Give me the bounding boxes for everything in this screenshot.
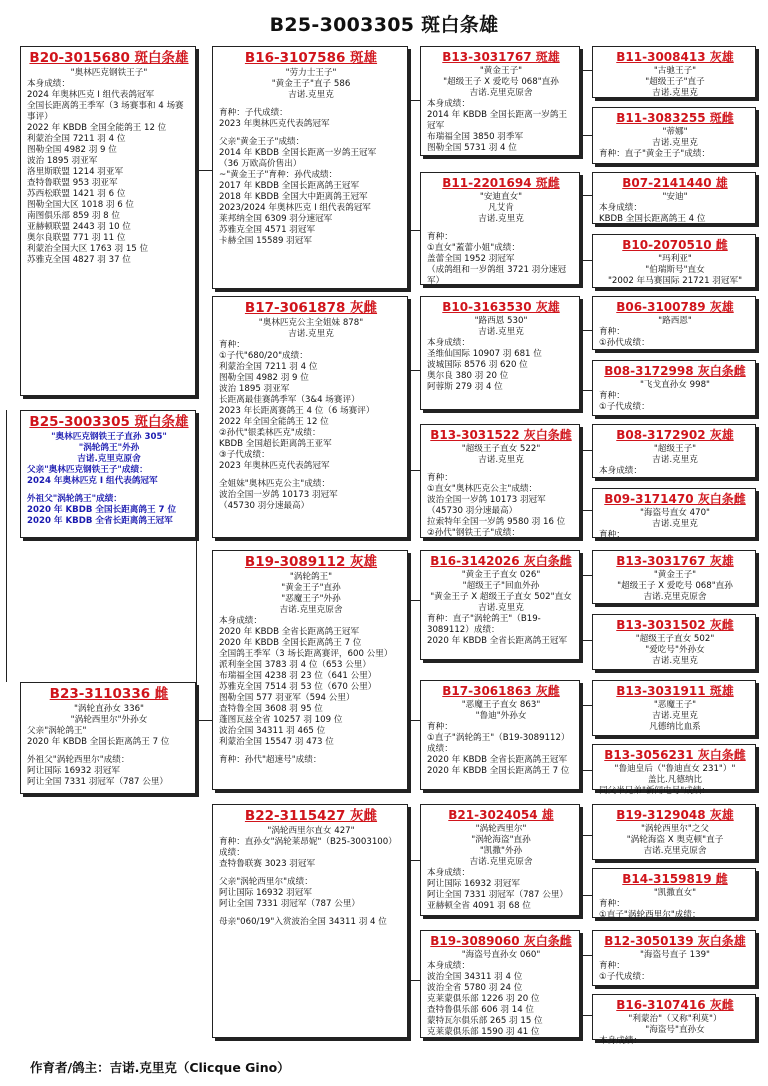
- record-line: 查特鲁全国 3608 羽 95 位: [219, 704, 323, 714]
- pigeon-name-line: 吉诺.克里克: [652, 455, 698, 465]
- pigeon-name-line: "超级王子": [653, 444, 697, 454]
- record-line: 同父半兄弟"新闻电号"成绩：: [599, 786, 711, 796]
- pedigree-box: [592, 744, 756, 796]
- spacer: [427, 466, 575, 473]
- pedigree-box: [420, 46, 580, 156]
- connector-line: [580, 135, 592, 136]
- connector-line: [580, 260, 592, 261]
- connector-line: [408, 860, 420, 861]
- record-line: 2014 年 KBDB 全国长距离一岁鸽王冠军: [427, 110, 568, 131]
- record-line: 奥尔良联盟 771 羽 11 位: [27, 233, 126, 243]
- record-line: 育种：: [219, 340, 245, 350]
- record-line: 育种：孙代"超速号"成绩：: [219, 755, 322, 765]
- pigeon-name-line: "涡轮西里尔"之父: [640, 824, 710, 834]
- pigeon-ring-header: B13-3056231 灰白条雌: [604, 748, 746, 762]
- record-line: 育种：直子"涡轮鸽王"（B19-3089112）成绩：: [427, 614, 541, 635]
- record-line: ③子代成绩：: [219, 450, 270, 460]
- pedigree-box: [592, 550, 756, 604]
- pigeon-name-line: "涡轮鸽王": [289, 572, 333, 582]
- record-line: ①直子"涡轮鸽王"（B19-3089112）成绩：: [427, 733, 570, 754]
- record-line: 长距离最佳赛鸽季军（3&4 场赛评）: [219, 395, 360, 405]
- spacer: [219, 472, 403, 479]
- connector-line: [196, 170, 212, 171]
- record-line: 查特鲁联赛 3023 羽冠军: [219, 859, 316, 869]
- record-line: 南图俱乐部 859 羽 8 位: [27, 211, 120, 221]
- pigeon-name-line: "涡轮海盗"直孙: [471, 835, 531, 845]
- pigeon-name-line: "鲁迪"外孙女: [475, 711, 527, 721]
- record-line: 图勒全国 577 羽亚军（594 公里）: [219, 693, 355, 703]
- pigeon-name-line: "黄金王子"直子 586: [271, 79, 351, 89]
- pigeon-name-line: "黄金王子": [479, 66, 523, 76]
- connector-line: [196, 540, 197, 720]
- pigeon-name-line: 吉诺.克里克: [652, 88, 698, 98]
- spacer: [27, 748, 191, 755]
- record-line: 父亲"涡轮西里尔"成绩：: [219, 877, 313, 887]
- record-line: 育种：: [599, 961, 625, 971]
- record-line: 2020 年 KBDB 全省长距离鸽王冠军: [219, 627, 360, 637]
- pigeon-name-line: 吉诺.克里克原舍: [469, 857, 533, 867]
- page-title: B25-3003305 斑白条雄: [269, 14, 499, 36]
- record-line: 图勒全国 4982 羽 9 位: [27, 145, 117, 155]
- pigeon-name-line: "路西恩": [658, 316, 692, 326]
- record-line: ①孙代成绩：: [599, 338, 650, 348]
- record-line: 波治全省 5780 羽 24 位: [427, 983, 523, 993]
- pigeon-name-line: "超级王子 X 爱吃号 068"直孙: [443, 77, 559, 87]
- record-line: ①子代成绩：: [599, 972, 650, 982]
- pigeon-ring-header: B19-3089112 灰雄: [244, 554, 378, 570]
- record-line: 奥尔良 380 羽 20 位: [427, 371, 509, 381]
- connector-line: [408, 100, 420, 101]
- record-line: 图勒全国 4982 羽 9 位: [219, 373, 309, 383]
- record-line: 蒙特瓦尔俱乐部 265 羽 15 位: [427, 1016, 543, 1026]
- record-line: ②孙代"钢铁王子"成绩：: [427, 528, 520, 538]
- record-line: 本身成绩：: [427, 338, 470, 348]
- record-line: 卡赫全国 15589 羽冠军: [219, 236, 312, 246]
- spacer: [219, 130, 403, 137]
- pigeon-name-line: "恶魔王子"外孙: [281, 594, 341, 604]
- record-line: 利蒙治全国 7211 羽 4 位: [27, 134, 126, 144]
- record-line: 圣维仙国际 10907 羽 681 位: [427, 349, 542, 359]
- connector-line: [408, 370, 420, 371]
- pigeon-ring-header: B16-3107416 灰雌: [616, 998, 734, 1012]
- record-line: 全国鸽王季军（3 场长距离赛评，600 公里）: [219, 649, 393, 659]
- pedigree-box: [420, 680, 580, 790]
- spacer: [219, 101, 403, 108]
- pigeon-name-line: "古驰王子": [653, 66, 697, 76]
- pigeon-name-line: "涡轮西里尔": [475, 824, 527, 834]
- pigeon-name-line: "海盗号直子 139": [639, 950, 710, 960]
- spacer: [219, 910, 403, 917]
- pigeon-name-line: "2002 年马赛国际 21721 羽冠军": [607, 276, 743, 286]
- pedigree-box: [592, 930, 756, 986]
- pedigree-box: [212, 296, 408, 538]
- record-line: ①直女"蓋蕾小姐"成绩：: [427, 243, 520, 253]
- record-line: 育种：: [599, 899, 625, 909]
- record-line: 本身成绩：: [599, 203, 642, 213]
- connector-line: [580, 390, 592, 391]
- record-line: 2020 年 KBDB 全国长距离鸽王 7 位: [27, 737, 170, 747]
- record-line: 2023 年奥林匹克代表鸽冠军: [219, 461, 330, 471]
- pigeon-name-line: "爱吃号"外孙女: [645, 645, 705, 655]
- record-line: 亚赫顿全省 4091 羽 68 位: [427, 901, 531, 911]
- record-line: ~"黄金王子"育种：孙代成绩：: [219, 170, 338, 180]
- pigeon-name-line: 吉诺.克里克原舍: [469, 88, 533, 98]
- record-line: 本身成绩：: [599, 466, 642, 476]
- connector-line: [580, 575, 592, 576]
- record-line: 2020 年 KBDB 全省长距离鸽王冠军: [27, 516, 173, 526]
- record-line: 本身成绩：: [27, 79, 70, 89]
- pigeon-ring-header: B17-3061863 灰雌: [442, 684, 560, 698]
- connector-line: [408, 470, 420, 471]
- pedigree-box: [592, 46, 756, 98]
- pedigree-box: [592, 296, 756, 350]
- record-line: 2023 年长距离赛鸽王 4 位（6 场赛评）: [219, 406, 375, 416]
- pigeon-name-line: "飞戈直孙女 998": [639, 380, 710, 390]
- pigeon-name-line: "奥林匹克钢铁王子直孙 305": [51, 432, 167, 442]
- pigeon-name-line: "海盗号"直孙女: [645, 1025, 705, 1035]
- record-line: 阿让国际 16932 羽冠军: [219, 888, 312, 898]
- pedigree-box: [592, 424, 756, 478]
- pedigree-box: [420, 930, 580, 1038]
- record-line: 2018 年 KBDB 全国大中距离鸽王冠军: [219, 192, 368, 202]
- pigeon-name-line: 吉诺.克里克: [478, 214, 524, 224]
- connector-line: [408, 230, 420, 231]
- record-line: 育种：子代成绩：: [219, 108, 288, 118]
- pigeon-ring-header: B10-3163530 灰雄: [442, 300, 560, 314]
- record-line: 父亲"奥林匹克钢铁王子"成绩：: [27, 465, 148, 475]
- connector-line: [6, 410, 7, 682]
- connector-line: [580, 330, 592, 331]
- pigeon-name-line: "凯撒"外孙: [479, 846, 523, 856]
- connector-line: [408, 600, 420, 601]
- pigeon-name-line: 吉诺.克里克原舍: [77, 454, 141, 464]
- connector-line: [580, 895, 592, 896]
- pigeon-name-line: "恶魔王子直女 863": [461, 700, 541, 710]
- record-line: 本身成绩：: [427, 868, 470, 878]
- pigeon-name-line: "安迪": [662, 192, 688, 202]
- connector-line: [580, 835, 592, 836]
- record-line: 2022 年 KBDB 全国全能鸽王 12 位: [27, 123, 167, 133]
- pigeon-ring-header: B08-3172998 灰白条雌: [604, 364, 746, 378]
- record-line: 亚赫顿联盟 2443 羽 10 位: [27, 222, 131, 232]
- record-line: 波治 1895 羽亚军: [27, 156, 98, 166]
- record-line: 2022 年全国全能鸽王 12 位: [219, 417, 329, 427]
- pedigree-box: [592, 172, 756, 224]
- pigeon-name-line: "超级王子直女 502": [635, 634, 715, 644]
- pigeon-name-line: 吉诺.克里克: [288, 90, 334, 100]
- pigeon-name-line: "涡轮西里尔"外孙女: [70, 715, 148, 725]
- connector-line: [580, 640, 592, 641]
- record-line: 波治全国 34311 羽 4 位: [427, 972, 523, 982]
- record-line: 2020 年 KBDB 全省长距离鸽王冠军: [427, 636, 568, 646]
- pedigree-box: [420, 424, 580, 538]
- pigeon-name-line: 盖比.凡德纳比: [647, 775, 703, 785]
- record-line: （36 万欧高价售出）: [219, 159, 302, 169]
- pigeon-name-line: "奥林匹克公主全姐妹 878": [258, 318, 364, 328]
- record-line: 育种：: [599, 327, 625, 337]
- record-line: 查特鲁联盟 953 羽亚军: [27, 178, 118, 188]
- connector-line: [580, 770, 592, 771]
- pigeon-name-line: 吉诺.克里克: [478, 603, 524, 613]
- pigeon-name-line: 吉诺.克里克: [652, 138, 698, 148]
- record-line: ②孙代"银柔林匹克"成绩：: [219, 428, 321, 438]
- record-line: 阿蓉斯 279 羽 4 位: [427, 382, 503, 392]
- pigeon-ring-header: B07-2141440 雄: [622, 176, 728, 190]
- pedigree-box: [20, 410, 196, 538]
- pigeon-name-line: "黄金王子 X 超级王子直女 502"直女: [430, 592, 572, 602]
- pigeon-ring-header: B17-3061878 灰雌: [244, 300, 378, 316]
- record-line: 阿让国际 16932 羽冠军: [427, 879, 520, 889]
- record-line: 波治全国 34311 羽 465 位: [219, 726, 326, 736]
- pigeon-ring-header: B13-3031767 斑雄: [442, 50, 560, 64]
- pedigree-box: [212, 46, 408, 289]
- pigeon-name-line: "涡轮鸽王"外孙: [78, 443, 140, 453]
- spacer: [27, 487, 191, 494]
- connector-line: [580, 1015, 592, 1016]
- breeder-footer: 作育者/鸽主：吉诺.克里克（Clicque Gino）: [30, 1060, 290, 1075]
- record-line: 育种：: [427, 722, 453, 732]
- pigeon-name-line: 吉诺.克里克: [478, 455, 524, 465]
- record-line: 2020 年 KBDB 全国长距离鸽王 7 位: [27, 505, 177, 515]
- pigeon-ring-header: B19-3129048 灰雄: [616, 808, 734, 822]
- pigeon-name-line: "凯撒直女": [653, 888, 697, 898]
- record-line: 2024 年奥林匹克 I 组代表鸽冠军: [27, 90, 155, 100]
- pigeon-ring-header: B08-3172902 灰雄: [616, 428, 734, 442]
- record-line: 2023/2024 年奥林匹克 I 组代表鸽冠军: [219, 203, 371, 213]
- pigeon-name-line: 吉诺.克里克: [288, 329, 334, 339]
- pedigree-box: [592, 107, 756, 164]
- pigeon-name-line: "路西恩 530": [474, 316, 528, 326]
- record-line: 本身成绩：: [599, 1036, 642, 1046]
- pigeon-ring-header: B06-3100789 灰雄: [616, 300, 734, 314]
- pedigree-box: [592, 234, 756, 288]
- record-line: 本身成绩：: [219, 616, 262, 626]
- record-line: 波治全国一岁鸽 10173 羽冠军: [219, 490, 338, 500]
- pedigree-box: [592, 680, 756, 736]
- pedigree-box: [592, 614, 756, 670]
- pigeon-name-line: "鲁迪皇后（"鲁迪直女 231"）": [614, 764, 736, 774]
- record-line: 利蒙治全国 7211 羽 4 位: [219, 362, 318, 372]
- pigeon-name-line: "涡轮西里尔直女 427": [267, 826, 355, 836]
- pedigree-box: [420, 172, 580, 285]
- pigeon-ring-header: B11-3083255 斑雌: [616, 111, 734, 125]
- record-line: 父亲"涡轮鸽王": [27, 726, 87, 736]
- pedigree-box: [212, 804, 408, 1038]
- record-line: （45730 羽分速最高）: [427, 506, 518, 516]
- pigeon-name-line: 吉诺.克里克: [478, 327, 524, 337]
- record-line: KBDB 全国长距离鸽王 4 位: [599, 214, 706, 224]
- pigeon-name-line: 吉诺.克里克原舍: [643, 846, 707, 856]
- pigeon-name-line: "海盗号直女 470": [639, 508, 710, 518]
- record-line: 苏雅克全国 4827 羽 37 位: [27, 255, 131, 265]
- record-line: ①直女"奥林匹克公主"成绩：: [427, 484, 538, 494]
- record-line: ①子代"680/20"成绩：: [219, 351, 308, 361]
- record-line: 苏雅克全国 4571 羽冠军: [219, 225, 316, 235]
- pigeon-name-line: 吉诺.克里克: [652, 519, 698, 529]
- pigeon-name-line: "超级王子 X 爱吃号 068"直孙: [617, 581, 733, 591]
- pigeon-ring-header: B13-3031522 灰白条雌: [430, 428, 572, 442]
- pedigree-box: [592, 360, 756, 416]
- record-line: 图勒全国 5731 羽 4 位: [427, 143, 517, 153]
- record-line: 查特鲁俱乐部 606 羽 14 位: [427, 1005, 535, 1015]
- pigeon-ring-header: B14-3159819 雌: [622, 872, 728, 886]
- record-line: 布瑞福全国 3850 羽季军: [427, 132, 524, 142]
- spacer: [219, 748, 403, 755]
- spacer: [427, 225, 575, 232]
- pigeon-ring-header: B11-3008413 灰雄: [616, 50, 734, 64]
- pigeon-ring-header: B16-3107586 斑雄: [244, 50, 378, 66]
- pigeon-name-line: "超级王子"回血外孙: [462, 581, 540, 591]
- record-line: 2017 年 KBDB 全国长距离鸽王冠军: [219, 181, 360, 191]
- pigeon-name-line: "超级王子"直子: [645, 77, 705, 87]
- pedigree-box: [592, 488, 756, 538]
- pigeon-name-line: "玛利亚": [658, 254, 692, 264]
- record-line: 利蒙治全国大区 1763 羽 15 位: [27, 244, 149, 254]
- pigeon-name-line: "奥林匹克钢铁王子": [70, 68, 148, 78]
- record-line: 阿让全国 7331 羽冠军（787 公里）: [219, 899, 361, 909]
- record-line: 本身成绩：: [427, 99, 470, 109]
- pigeon-name-line: 吉诺.克里克原舍: [643, 592, 707, 602]
- record-line: 2020 年 KBDB 全国长距离鸽王 7 位: [427, 766, 570, 776]
- record-line: 莱邦纳全国 6309 羽分速冠军: [219, 214, 333, 224]
- record-line: ①子代成绩：: [599, 402, 650, 412]
- pigeon-ring-header: B19-3089060 灰白条雌: [430, 934, 572, 948]
- pigeon-name-line: "劳力士王子": [285, 68, 337, 78]
- pedigree-box: [212, 550, 408, 790]
- record-line: 2014 年 KBDB 全国长距离一岁鸽王冠军: [219, 148, 377, 158]
- record-line: 全国长距离鸽王季军（3 场赛事和 4 场赛事评）: [27, 101, 184, 122]
- record-line: 蓬图瓦兹全省 10257 羽 109 位: [219, 715, 343, 725]
- pedigree-box: [592, 868, 756, 918]
- record-line: 母亲"060/19"入赏波治全国 34311 羽 4 位: [219, 917, 387, 927]
- record-line: KBDB 全国超长距离鸽王亚军: [219, 439, 332, 449]
- pigeon-name-line: 吉诺.克里克原舍: [279, 605, 343, 615]
- pigeon-name-line: "安迪直女": [479, 192, 523, 202]
- record-line: 克莱蒙俱乐部 1590 羽 41 位: [427, 1027, 540, 1037]
- pigeon-ring-header: B13-3031911 斑雄: [616, 684, 734, 698]
- connector-line: [580, 705, 592, 706]
- connector-line: [408, 720, 420, 721]
- pedigree-box: [420, 296, 580, 410]
- pigeon-name-line: "蒂娜": [662, 127, 688, 137]
- record-line: 阿让全国 7331 羽冠军（787 公里）: [27, 777, 169, 787]
- connector-line: [196, 720, 212, 721]
- connector-line: [408, 980, 420, 981]
- pigeon-name-line: "涡轮直孙女 336": [73, 704, 144, 714]
- record-line: 拉索特年全国一岁鸽 9580 羽 16 位: [427, 517, 566, 527]
- record-line: 外祖父"涡轮西里尔"成绩：: [27, 755, 130, 765]
- record-line: 育种：: [427, 232, 453, 242]
- pigeon-name-line: 吉诺.克里克: [652, 711, 698, 721]
- pigeon-ring-header: B22-3115427 灰雌: [244, 808, 378, 824]
- pigeon-ring-header: B10-2070510 雌: [622, 238, 728, 252]
- connector-line: [580, 510, 592, 511]
- pedigree-box: [20, 46, 196, 396]
- record-line: 育种：: [599, 530, 625, 540]
- connector-line: [580, 70, 592, 71]
- record-line: 波治全国一岁鸽 10173 羽冠军: [427, 495, 546, 505]
- pigeon-name-line: "涡轮海盗 X 奥克顿"直子: [626, 835, 724, 845]
- record-line: ①直子"涡轮西里尔"成绩：: [599, 910, 701, 920]
- record-line: （45730 羽分速最高）: [219, 501, 310, 511]
- record-line: 全姐妹"奥林匹克公主"成绩：: [219, 479, 331, 489]
- pigeon-ring-header: B13-3031502 灰雌: [616, 618, 734, 632]
- pigeon-name-line: "黄金王子"直孙: [281, 583, 341, 593]
- record-line: 盖蕾全国 1952 羽冠军: [427, 254, 515, 264]
- pigeon-name-line: "利蒙治"（又称"利莫"）: [628, 1014, 722, 1024]
- record-line: （成鸽组和一岁鸽组 3721 羽分速冠军）: [427, 265, 567, 286]
- record-line: 派利奎全国 3783 羽 4 位（653 公里）: [219, 660, 371, 670]
- record-line: 图勒全国大区 1018 羽 6 位: [27, 200, 135, 210]
- connector-line: [196, 170, 197, 385]
- record-line: 克莱蒙俱乐部 1226 羽 20 位: [427, 994, 540, 1004]
- record-line: 洛里斯联盟 1214 羽亚军: [27, 167, 124, 177]
- pigeon-name-line: 凡艾肯: [488, 203, 514, 213]
- pigeon-ring-header: B20-3015680 斑白条雄: [29, 50, 189, 66]
- pigeon-name-line: "恶魔王子": [653, 700, 697, 710]
- pigeon-name-line: "海盗号直孙女 060": [461, 950, 541, 960]
- record-line: 苏雅克全国 7514 羽 53 位（670 公里）: [219, 682, 377, 692]
- record-line: 波治 1895 羽亚军: [219, 384, 290, 394]
- record-line: 2023 年奥林匹克代表鸽冠军: [219, 119, 330, 129]
- record-line: 布瑞福全国 4238 羽 23 位（641 公里）: [219, 671, 377, 681]
- record-line: 波城国际 8576 羽 620 位: [427, 360, 528, 370]
- pedigree-box: [20, 682, 196, 794]
- pigeon-name-line: 吉诺.克里克: [652, 656, 698, 666]
- pigeon-name-line: "黄金王子直女 026": [461, 570, 541, 580]
- record-line: 2024 年奥林匹克 I 组代表鸽冠军: [27, 476, 158, 486]
- pigeon-ring-header: B25-3003305 斑白条雄: [29, 414, 189, 430]
- record-line: 2020 年 KBDB 全省长距离鸽王冠军: [427, 755, 568, 765]
- record-line: 育种：: [599, 391, 625, 401]
- connector-line: [580, 955, 592, 956]
- pigeon-name-line: "黄金王子": [653, 570, 697, 580]
- pigeon-ring-header: B11-2201694 斑雌: [442, 176, 560, 190]
- pedigree-box: [592, 994, 756, 1046]
- pedigree-box: [420, 804, 580, 916]
- pedigree-box: [592, 804, 756, 860]
- record-line: 外祖父"涡轮鸽王"成绩：: [27, 494, 122, 504]
- pigeon-ring-header: B13-3031767 灰雄: [616, 554, 734, 568]
- pigeon-ring-header: B12-3050139 灰白条雄: [604, 934, 746, 948]
- record-line: 利蒙治全国 15547 羽 473 位: [219, 737, 334, 747]
- record-line: 育种：直子"黄金王子"成绩：: [599, 149, 711, 159]
- pigeon-ring-header: B21-3024054 雄: [448, 808, 554, 822]
- pigeon-ring-header: B16-3142026 灰白条雌: [430, 554, 572, 568]
- spacer: [219, 870, 403, 877]
- record-line: 苏西松联盟 1421 羽 6 位: [27, 189, 126, 199]
- pigeon-name-line: "超级王子直女 522": [461, 444, 541, 454]
- record-line: 2020 年 KBDB 全国长距离鸽王 7 位: [219, 638, 362, 648]
- record-line: 育种：: [427, 473, 453, 483]
- connector-line: [580, 195, 592, 196]
- record-line: 父亲"黄金王子"成绩：: [219, 137, 305, 147]
- record-line: 阿让全国 7331 羽冠军（787 公里）: [427, 890, 569, 900]
- record-line: 育种：直孙女"涡轮莱昂妮"（B25-3003100）成绩：: [219, 837, 397, 858]
- pigeon-name-line: "伯瑞斯号"直女: [645, 265, 705, 275]
- record-line: 本身成绩：: [427, 961, 470, 971]
- record-line: 阿让国际 16932 羽冠军: [27, 766, 120, 776]
- pigeon-name-line: 凡德纳比血系: [649, 722, 701, 732]
- connector-line: [580, 450, 592, 451]
- pigeon-ring-header: B23-3110336 雌: [49, 686, 169, 702]
- pedigree-box: [420, 550, 580, 660]
- pigeon-ring-header: B09-3171470 灰白条雌: [604, 492, 746, 506]
